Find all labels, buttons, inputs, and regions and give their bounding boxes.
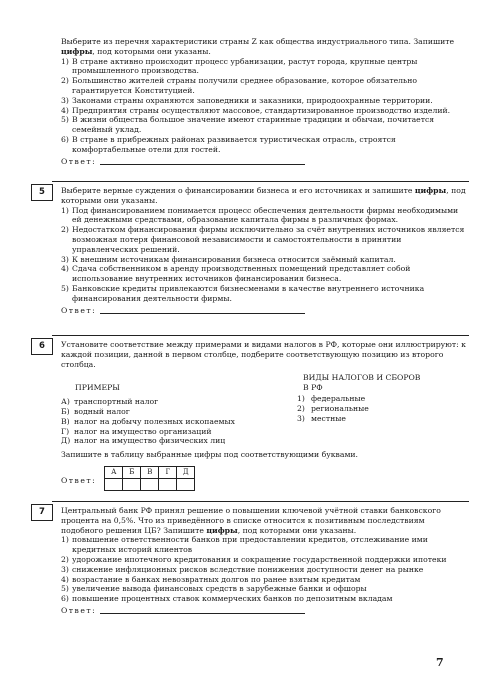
page-number: 7 xyxy=(436,656,444,669)
task-5-options xyxy=(61,206,467,304)
task-6-tax-type: 3) местные xyxy=(297,413,346,423)
task-6-tax-types xyxy=(297,394,467,423)
task-6-columns xyxy=(61,373,467,446)
task-4-option: 4) Предприятия страны осуществляют массовое, стандартизированное производство изделий. xyxy=(61,105,451,115)
answer-table-cell[interactable] xyxy=(141,478,159,490)
task-5-option: 1) Под финансированием понимается процесс обеспечения деятельности фирмы необходимыми ей денежными средствами, образование капитала фирмы в различных формах. xyxy=(61,205,459,225)
task-7-option: 4) возрастание в банках невозвратных долгов по ранее взятым кредитам xyxy=(61,574,361,584)
task-4-stem: Выберите из перечня характеристики страны Z как общества индустриального типа. Запишите цифры, под которыми они указаны. xyxy=(61,37,455,56)
task-4-option: 5) В жизни общества большое значение имеют старинные традиции и обычаи, почитается семейный уклад. xyxy=(61,115,435,135)
task-4-options xyxy=(61,57,467,155)
answer-table-header: А xyxy=(105,466,123,478)
task-5-answer: Ответ: xyxy=(61,306,467,316)
task-5-stem: Выберите верные суждения о финансировании бизнеса и его источниках и запишите цифры, под которыми они указаны. xyxy=(61,186,466,205)
task-4-option: 1) В стране активно происходит процесс урбанизации, растут города, крупные центры промышленного производства. xyxy=(61,56,418,76)
task-6-example: Б) водный налог xyxy=(61,406,130,416)
task-4-answer: Ответ: xyxy=(61,157,467,167)
task-7-answer-field[interactable] xyxy=(100,606,305,614)
task-6-divider xyxy=(52,335,469,336)
task-7-options xyxy=(61,535,467,604)
task-6-instruction: Запишите в таблицу выбранные цифры под соответствующими буквами. xyxy=(61,450,359,460)
answer-table-cell[interactable] xyxy=(123,478,141,490)
task-6-example: Д) налог на имущество физических лиц xyxy=(61,436,226,446)
answer-table-cell[interactable] xyxy=(105,478,123,490)
task-6-left-header: ПРИМЕРЫ xyxy=(75,383,120,393)
task-5-option: 4) Сдача собственником в аренду производственных помещений представляет собой использование внутренних источников финансирования бизнеса. xyxy=(61,264,411,284)
task-5-number: 5 xyxy=(31,184,53,201)
task-7-stem: Центральный банк РФ принял решение о повышении ключевой учётной ставки банковского процента на 0,5%. Что из приведённого в списке относится к позитивным последствиям подобного решения ЦБ? Запишите цифры, под которыми они указаны. xyxy=(61,506,441,535)
task-7-answer: Ответ: xyxy=(61,606,467,616)
task-7-option: 5) увеличение вывода финансовых средств в зарубежные банки и офшоры xyxy=(61,584,367,594)
task-6-tax-type: 2) региональные xyxy=(297,403,369,413)
task-4-option: 2) Большинство жителей страны получили среднее образование, которое обязательно гарантируется Конституцией. xyxy=(61,76,417,95)
task-7-divider xyxy=(52,501,469,502)
task-6-example: А) транспортный налог xyxy=(61,397,159,407)
task-6-example: Г) налог на имущество организаций xyxy=(61,426,212,436)
task-7-option: 6) повышение процентных ставок коммерческих банков по депозитным вкладам xyxy=(61,594,393,604)
task-6-example: В) налог на добычу полезных ископаемых xyxy=(61,416,235,426)
task-4-option: 6) В стране в прибрежных районах развивается туристическая отрасль, строятся комфортабельные отели для гостей. xyxy=(61,134,396,154)
task-6-answer-table xyxy=(104,466,195,491)
task-7-option: 1) повышение ответственности банков при предоставлении кредитов, отслеживание ими кредитных историй клиентов xyxy=(61,535,428,555)
task-7-option: 3) снижение инфляционных рисков вследствие понижения доступности денег на рынке xyxy=(61,564,424,574)
task-6-number: 6 xyxy=(31,338,53,355)
answer-table-cell[interactable] xyxy=(177,478,195,490)
task-6-examples xyxy=(61,397,297,446)
task-4-option: 3) Законами страны охраняются заповедники и заказники, природоохранные территории. xyxy=(61,95,433,105)
answer-table-header: Г xyxy=(159,466,177,478)
task-5-option: 2) Недостатком финансирования фирмы исключительно за счёт внутренних источников является возможная потеря финансовой независимости и самостоятельности в принятии управленческих решений. xyxy=(61,225,465,254)
task-6-answer: Ответ: А Б В Г Д xyxy=(61,466,467,491)
answer-table-header: В xyxy=(141,466,159,478)
answer-table-header: Б xyxy=(123,466,141,478)
answer-table-cell[interactable] xyxy=(159,478,177,490)
answer-table-header: Д xyxy=(177,466,195,478)
task-6-tax-type: 1) федеральные xyxy=(297,393,366,403)
task-5-answer-field[interactable] xyxy=(100,306,305,314)
task-5-divider xyxy=(52,181,469,182)
task-5-option: 3) К внешним источникам финансирования бизнеса относится заёмный капитал. xyxy=(61,254,396,264)
task-6-right-header: ВИДЫ НАЛОГОВ И СБОРОВ В РФ xyxy=(303,373,421,393)
task-6-stem: Установите соответствие между примерами и видами налогов в РФ, которые они иллюстрируют: к каждой позиции, данной в первом столбце, подберите соответствующую позицию из второго столбца. xyxy=(61,340,466,369)
task-7-number: 7 xyxy=(31,504,53,521)
task-5-option: 5) Банковские кредиты привлекаются бизнесменами в качестве внутреннего источника финансирования деятельности фирмы. xyxy=(61,283,425,303)
task-7-option: 2) удорожание ипотечного кредитования и сокращение государственной поддержки ипотеки xyxy=(61,554,447,564)
task-4-answer-field[interactable] xyxy=(100,157,305,165)
